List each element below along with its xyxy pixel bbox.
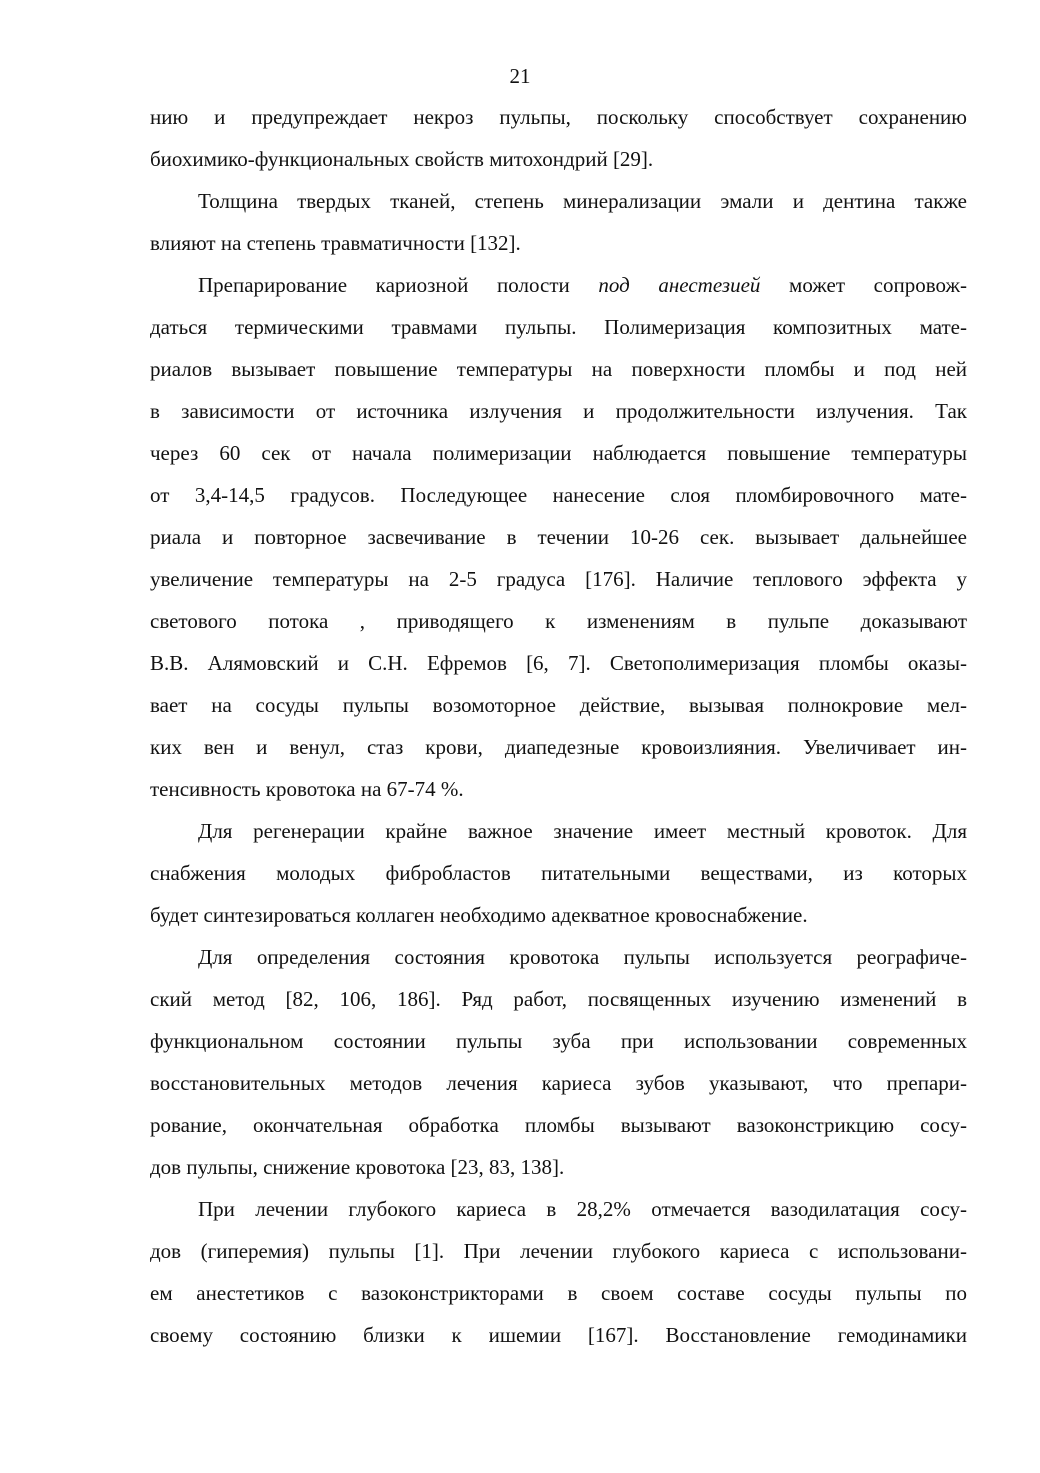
- text-line: влияют на степень травматичности [132].: [150, 231, 521, 255]
- text-line: даться термическими травмами пульпы. Полимеризация композитных мате-: [150, 315, 967, 339]
- text-line: Для определения состояния кровотока пульпы используется реографиче-: [198, 945, 967, 969]
- paragraph-5: [150, 936, 967, 1188]
- text-fragment: может сопровож-: [760, 273, 967, 297]
- text-line: в зависимости от источника излучения и продолжительности излучения. Так: [150, 399, 967, 423]
- text-line: рование, окончательная обработка пломбы вызывают вазоконстрикцию сосу-: [150, 1113, 967, 1137]
- text-line: дов пульпы, снижение кровотока [23, 83, 138].: [150, 1155, 565, 1179]
- text-line: снабжения молодых фибробластов питательными веществами, из которых: [150, 861, 967, 885]
- text-line: биохимико-функциональных свойств митохондрий [29].: [150, 147, 654, 171]
- body-text: [150, 96, 967, 1356]
- text-line: функциональном состоянии пульпы зуба при использовании современных: [150, 1029, 967, 1053]
- text-line: светового потока , приводящего к изменениям в пульпе доказывают: [150, 609, 967, 633]
- text-line: от 3,4-14,5 градусов. Последующее нанесение слоя пломбировочного мате-: [150, 483, 967, 507]
- text-line: риала и повторное засвечивание в течении 10-26 сек. вызывает дальнейшее: [150, 525, 967, 549]
- text-line: При лечении глубокого кариеса в 28,2% отмечается вазодилатация сосу-: [198, 1197, 967, 1221]
- text-line: ский метод [82, 106, 186]. Ряд работ, посвященных изучению изменений в: [150, 987, 967, 1011]
- text-line: риалов вызывает повышение температуры на поверхности пломбы и под ней: [150, 357, 967, 381]
- paragraph-6: [150, 1188, 967, 1356]
- text-line: восстановительных методов лечения кариеса зубов указывают, что препари-: [150, 1071, 967, 1095]
- text-line: ких вен и венул, стаз крови, диапедезные кровоизлияния. Увеличивает ин-: [150, 735, 967, 759]
- text-line: через 60 сек от начала полимеризации наблюдается повышение температуры: [150, 441, 967, 465]
- paragraph-4: [150, 810, 967, 936]
- paragraph-3: [150, 264, 967, 810]
- text-line: Толщина твердых тканей, степень минерализации эмали и дентина также: [198, 189, 967, 213]
- text-line: увеличение температуры на 2-5 градуса [176]. Наличие теплового эффекта у: [150, 567, 967, 591]
- paragraph-2: [150, 180, 967, 264]
- text-line: своему состоянию близки к ишемии [167]. Восстановление гемодинамики: [150, 1323, 967, 1347]
- text-line: вает на сосуды пульпы возомоторное действие, вызывая полнокровие мел-: [150, 693, 967, 717]
- italic-phrase: под анестезией: [598, 273, 761, 297]
- text-line: В.В. Алямовский и С.Н. Ефремов [6, 7]. Светополимеризация пломбы оказы-: [150, 651, 967, 675]
- paragraph-1: [150, 96, 967, 180]
- text-line: Для регенерации крайне важное значение имеет местный кровоток. Для: [198, 819, 967, 843]
- text-line: тенсивность кровотока на 67-74 %.: [150, 777, 464, 801]
- text-line: нию и предупреждает некроз пульпы, поскольку способствует сохранению: [150, 105, 967, 129]
- text-line: [150, 264, 967, 306]
- text-fragment: Препарирование кариозной полости: [198, 273, 599, 297]
- text-line: будет синтезироваться коллаген необходимо адекватное кровоснабжение.: [150, 903, 808, 927]
- text-line: дов (гиперемия) пульпы [1]. При лечении глубокого кариеса с использовани-: [150, 1239, 967, 1263]
- text-line: ем анестетиков с вазоконстрикторами в своем составе сосуды пульпы по: [150, 1281, 967, 1305]
- page-number: 21: [509, 64, 531, 88]
